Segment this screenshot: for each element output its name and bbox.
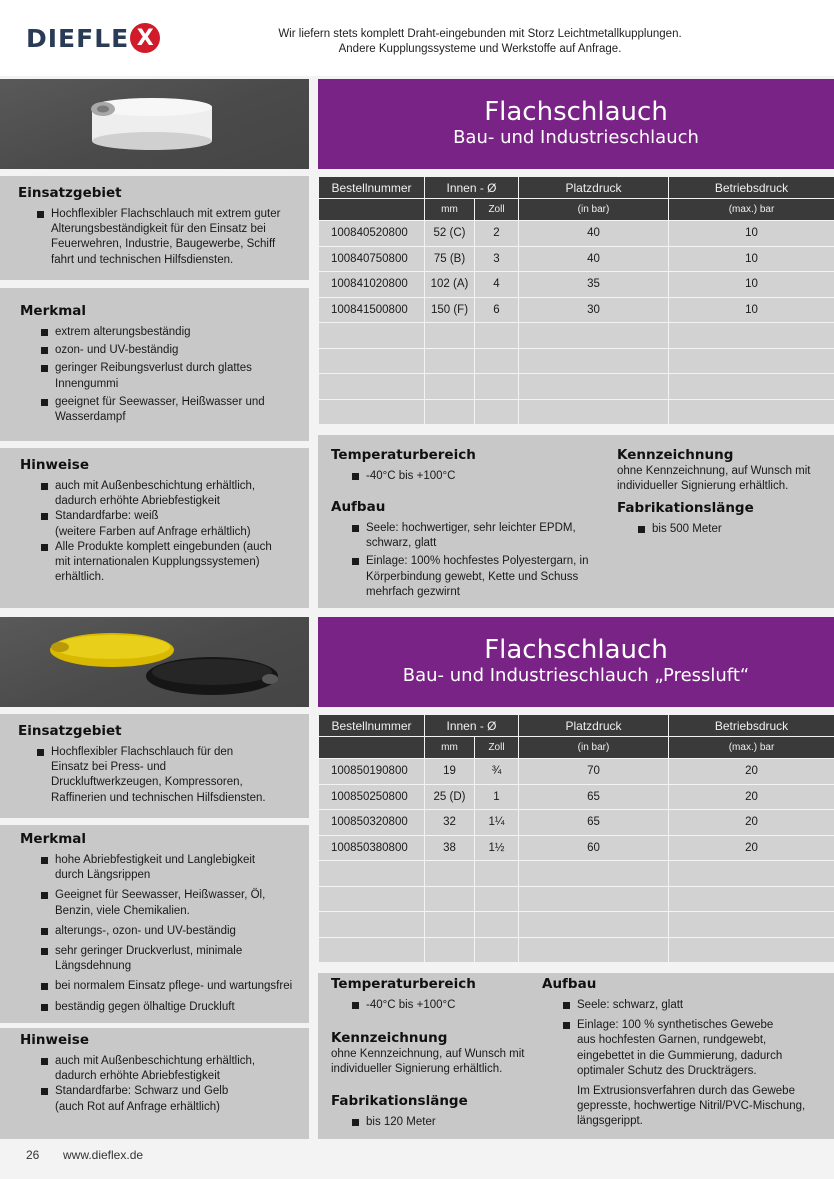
page-header: [0, 0, 834, 76]
cell-platzdruck: 70: [519, 759, 669, 785]
table-row: [319, 323, 834, 349]
temperatur-section: [331, 976, 531, 1013]
product1-title-box: [318, 79, 834, 169]
table-row: [319, 272, 834, 298]
list-item: Einlage: 100 % synthetisches Gewebe aus hochfesten Garnen, rundgewebt, eingebettet in die Gummierung, dadurch optimaler Schutz des Druckträgers.: [560, 1018, 790, 1079]
cell-mm: 102 (A): [425, 272, 475, 298]
table-row: [319, 759, 834, 785]
cell-betriebsdruck: 10: [669, 272, 834, 298]
page-number: 26: [26, 1148, 40, 1162]
cell-mm: 150 (F): [425, 297, 475, 323]
cell-bestellnummer: 100841500800: [319, 297, 425, 323]
hinweise-heading: Hinweise: [20, 457, 89, 473]
cell-bestellnummer: 100850320800: [319, 810, 425, 836]
yellow-black-hose-rolls-image: [0, 617, 309, 707]
cell-betriebsdruck: 10: [669, 246, 834, 272]
delivery-note-line2: Andere Kupplungssysteme und Werkstoffe auf Anfrage.: [338, 42, 622, 55]
aufbau-heading: Aufbau: [542, 976, 597, 992]
cell-mm: 38: [425, 835, 475, 861]
header-spacer: [319, 199, 425, 221]
list-item: -40°C bis +100°C: [349, 998, 531, 1013]
merkmal-heading: Merkmal: [20, 303, 87, 319]
list-item: Hochflexibler Flachschlauch mit extrem guter Alterungsbeständigkeit für den Einsatz bei Feuerwehren, Industrie, Baugewerbe, Schiff fahrt und technischen Hilfsdiensten.: [34, 207, 295, 268]
table-body: [319, 759, 834, 963]
table-row: [319, 297, 834, 323]
cell-betriebsdruck: 20: [669, 759, 834, 785]
product1-details-panel: [318, 435, 834, 608]
aufbau-section: [331, 499, 601, 600]
table-row: [319, 399, 834, 425]
aufbau-list: [560, 998, 828, 1079]
product2-subtitle: Bau- und Industrieschlauch „Pressluft“: [402, 665, 750, 686]
table-row: [319, 861, 834, 887]
list-item: Hochflexibler Flachschlauch für den Einsatz bei Press- und Druckluftwerkzeugen, Kompressoren, Raffinerien und technischen Hilfsdiensten.: [34, 745, 274, 806]
list-item: bei normalem Einsatz pflege- und wartungsfrei: [38, 979, 305, 994]
product1-einsatz-panel: [0, 176, 309, 280]
col-innen: Innen - Ø: [425, 715, 519, 737]
product1-merkmal-panel: [0, 288, 309, 441]
table-row: [319, 886, 834, 912]
cell-bestellnummer: 100840520800: [319, 221, 425, 247]
product1-subtitle: Bau- und Industrieschlauch: [453, 127, 699, 148]
cell-zoll: 1: [475, 784, 519, 810]
col-in-bar: (in bar): [519, 199, 669, 221]
product1-title: Flachschlauch: [484, 97, 668, 127]
cell-mm: 25 (D): [425, 784, 475, 810]
cell-platzdruck: 35: [519, 272, 669, 298]
col-max-bar: (max.) bar: [669, 199, 834, 221]
hinweise-list: [38, 479, 283, 585]
col-mm: mm: [425, 199, 475, 221]
product2-hinweise-panel: [0, 1028, 309, 1139]
list-item: ozon- und UV-beständig: [38, 343, 268, 358]
table-row: [319, 937, 834, 963]
list-item: hohe Abriebfestigkeit und Langlebigkeit durch Längsrippen: [38, 853, 268, 883]
product2-einsatz-panel: [0, 714, 309, 818]
table-row: [319, 835, 834, 861]
einsatz-list: [34, 745, 274, 806]
table-row: [319, 374, 834, 400]
col-bestellnummer: Bestellnummer: [319, 177, 425, 199]
product2-title-box: [318, 617, 834, 707]
fabrikation-heading: Fabrikationslänge: [331, 1093, 468, 1109]
list-item: geringer Reibungsverlust durch glattes Innengummi: [38, 361, 268, 391]
list-item: auch mit Außenbeschichtung erhältlich, dadurch erhöhte Abriebfestigkeit: [38, 1054, 273, 1084]
logo-x-badge: X: [130, 23, 160, 53]
kennzeichnung-heading: Kennzeichnung: [617, 447, 734, 463]
product2-photo: [0, 617, 309, 707]
table-row: [319, 246, 834, 272]
list-item: auch mit Außenbeschichtung erhältlich, dadurch erhöhte Abriebfestigkeit: [38, 479, 283, 509]
aufbau-note: Im Extrusionsverfahren durch das Gewebe gepresste, hochwertige Nitril/PVC-Mischung, längsgerippt.: [577, 1085, 806, 1128]
list-item: Einlage: 100% hochfestes Polyestergarn, in Körperbindung gewebt, Kette und Schuss mehrfach gezwirnt: [349, 554, 589, 600]
col-in-bar: (in bar): [519, 737, 669, 759]
merkmal-heading: Merkmal: [20, 831, 87, 847]
product2-spec-table: [318, 714, 834, 963]
col-mm: mm: [425, 737, 475, 759]
col-zoll: Zoll: [475, 199, 519, 221]
website-link[interactable]: www.dieflex.de: [63, 1148, 144, 1162]
merkmal-list: [38, 853, 305, 1015]
cell-platzdruck: 40: [519, 221, 669, 247]
col-max-bar: (max.) bar: [669, 737, 834, 759]
col-innen: Innen - Ø: [425, 177, 519, 199]
cell-bestellnummer: 100850380800: [319, 835, 425, 861]
cell-bestellnummer: 100841020800: [319, 272, 425, 298]
table-body: [319, 221, 834, 425]
temperatur-heading: Temperaturbereich: [331, 447, 476, 463]
product2-details-panel: [318, 973, 834, 1139]
cell-bestellnummer: 100850190800: [319, 759, 425, 785]
product1-photo: [0, 79, 309, 169]
list-item: Geeignet für Seewasser, Heißwasser, Öl, Benzin, viele Chemikalien.: [38, 888, 268, 918]
table-row: [319, 221, 834, 247]
einsatz-heading: Einsatzgebiet: [18, 185, 122, 201]
cell-zoll: 3: [475, 246, 519, 272]
einsatz-heading: Einsatzgebiet: [18, 723, 122, 739]
col-platzdruck: Platzdruck: [519, 177, 669, 199]
cell-mm: 52 (C): [425, 221, 475, 247]
col-zoll: Zoll: [475, 737, 519, 759]
col-betriebsdruck: Betriebsdruck: [669, 715, 834, 737]
list-item: sehr geringer Druckverlust, minimale Längsdehnung: [38, 944, 268, 974]
aufbau-heading: Aufbau: [331, 499, 386, 515]
cell-betriebsdruck: 20: [669, 835, 834, 861]
cell-betriebsdruck: 20: [669, 784, 834, 810]
fabrikation-heading: Fabrikationslänge: [617, 500, 754, 516]
cell-betriebsdruck: 10: [669, 297, 834, 323]
kennzeichnung-text: ohne Kennzeichnung, auf Wunsch mit individueller Signierung erhältlich.: [331, 1048, 525, 1076]
table-header: [319, 177, 834, 221]
list-item: -40°C bis +100°C: [349, 469, 601, 484]
fabrikation-section: [331, 1093, 531, 1130]
product2-merkmal-panel: [0, 825, 309, 1023]
white-hose-roll-image: [0, 79, 309, 169]
col-betriebsdruck: Betriebsdruck: [669, 177, 834, 199]
cell-zoll: 4: [475, 272, 519, 298]
list-item: extrem alterungsbeständig: [38, 325, 268, 340]
cell-platzdruck: 65: [519, 810, 669, 836]
list-item: alterungs-, ozon- und UV-beständig: [38, 924, 305, 939]
temperatur-heading: Temperaturbereich: [331, 976, 476, 992]
list-item: Standardfarbe: weiß (weitere Farben auf Anfrage erhältlich): [38, 509, 283, 539]
fabrikation-list: [635, 522, 827, 537]
kennzeichnung-section: [331, 1030, 536, 1077]
kennzeichnung-heading: Kennzeichnung: [331, 1030, 448, 1046]
delivery-note: [200, 27, 760, 56]
header-spacer: [319, 737, 425, 759]
merkmal-list: [38, 325, 268, 425]
fabrikation-section: [617, 500, 827, 537]
cell-mm: 19: [425, 759, 475, 785]
table-row: [319, 348, 834, 374]
cell-zoll: 6: [475, 297, 519, 323]
aufbau-section: [542, 976, 828, 1130]
cell-zoll: ¾: [475, 759, 519, 785]
product1-hinweise-panel: [0, 448, 309, 608]
list-item: bis 500 Meter: [635, 522, 827, 537]
list-item: beständig gegen ölhaltige Druckluft: [38, 1000, 305, 1015]
kennzeichnung-section: [617, 447, 827, 494]
cell-zoll: 1¼: [475, 810, 519, 836]
table-row: [319, 810, 834, 836]
cell-platzdruck: 60: [519, 835, 669, 861]
list-item: Alle Produkte komplett eingebunden (auch mit internationalen Kupplungssystemen) erhältlich.: [38, 540, 283, 586]
table-row: [319, 912, 834, 938]
list-item: geeignet für Seewasser, Heißwasser und Wasserdampf: [38, 395, 268, 425]
cell-platzdruck: 40: [519, 246, 669, 272]
hinweise-list: [38, 1054, 273, 1115]
table-header: [319, 715, 834, 759]
cell-bestellnummer: 100850250800: [319, 784, 425, 810]
fabrikation-list: [349, 1115, 531, 1130]
logo-wordmark: DIEFLE: [26, 23, 130, 53]
aufbau-list: [349, 521, 589, 600]
list-item: Seele: schwarz, glatt: [560, 998, 828, 1013]
col-bestellnummer: Bestellnummer: [319, 715, 425, 737]
hinweise-heading: Hinweise: [20, 1032, 89, 1048]
cell-mm: 75 (B): [425, 246, 475, 272]
cell-bestellnummer: 100840750800: [319, 246, 425, 272]
kennzeichnung-text: ohne Kennzeichnung, auf Wunsch mit individueller Signierung erhältlich.: [617, 465, 811, 493]
cell-zoll: 2: [475, 221, 519, 247]
cell-platzdruck: 30: [519, 297, 669, 323]
delivery-note-line1: Wir liefern stets komplett Draht-eingebunden mit Storz Leichtmetallkupplungen.: [278, 28, 682, 40]
list-item: bis 120 Meter: [349, 1115, 531, 1130]
einsatz-list: [34, 207, 295, 268]
temperatur-list: [349, 469, 601, 484]
col-platzdruck: Platzdruck: [519, 715, 669, 737]
list-item: Seele: hochwertiger, sehr leichter EPDM, schwarz, glatt: [349, 521, 589, 551]
temperatur-list: [349, 998, 531, 1013]
temperatur-section: [331, 447, 601, 484]
cell-betriebsdruck: 10: [669, 221, 834, 247]
cell-zoll: 1½: [475, 835, 519, 861]
list-item: Standardfarbe: Schwarz und Gelb (auch Rot auf Anfrage erhältlich): [38, 1084, 273, 1114]
product1-spec-table: [318, 176, 834, 425]
cell-platzdruck: 65: [519, 784, 669, 810]
cell-betriebsdruck: 20: [669, 810, 834, 836]
table-row: [319, 784, 834, 810]
cell-mm: 32: [425, 810, 475, 836]
brand-logo[interactable]: [26, 22, 160, 54]
product2-title: Flachschlauch: [484, 635, 668, 665]
